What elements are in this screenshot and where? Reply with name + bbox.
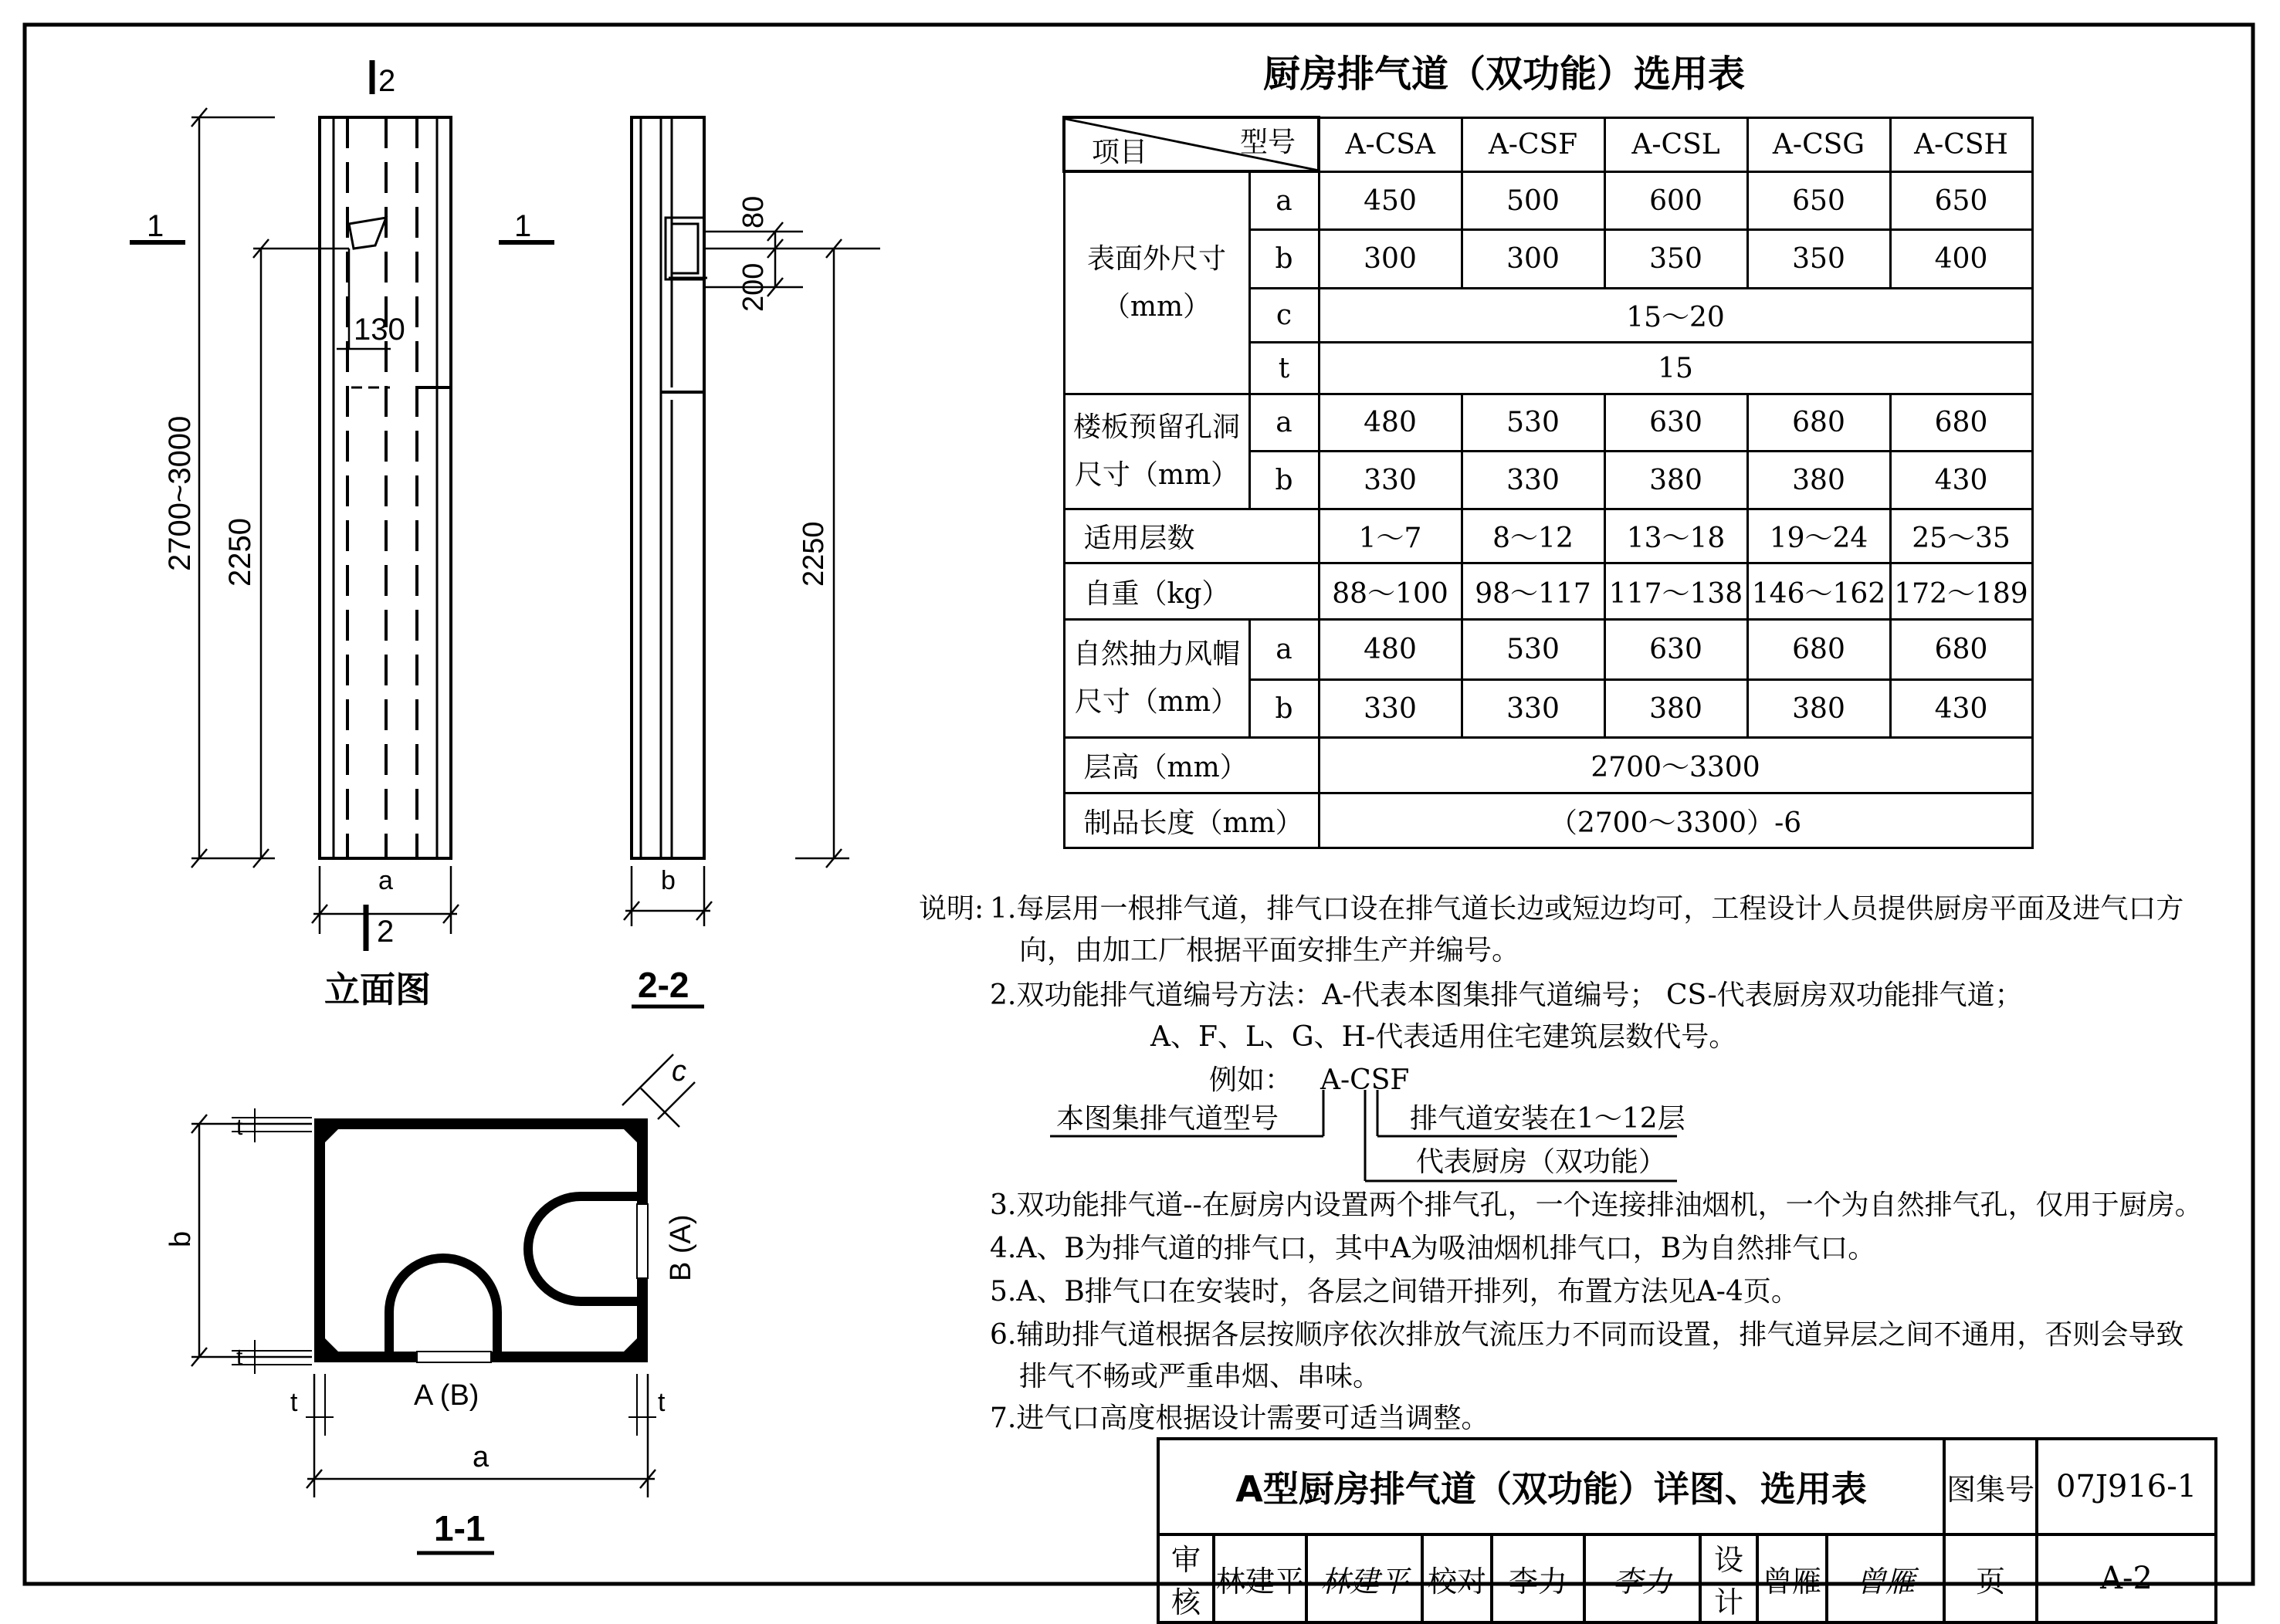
elevation-title: 立面图 [324, 969, 431, 1010]
floors-2: 8～12 [1462, 509, 1604, 563]
storey-value: 2700～3300 [1319, 737, 2032, 793]
note-7: 7.进气口高度根据设计需要可适当调整。 [990, 1402, 1489, 1434]
plan-dim-a: a [473, 1441, 490, 1473]
model-col-2: A-CSF [1462, 117, 1604, 171]
hole-a-5: 680 [1890, 394, 2032, 452]
floors-4: 19～24 [1747, 509, 1890, 563]
check-name: 李力 [1492, 1534, 1584, 1622]
elev-section-mark-bottom: 2 [377, 915, 395, 949]
design-name: 曾雁 [1757, 1534, 1827, 1622]
model-col-4: A-CSG [1747, 117, 1890, 171]
model-col-1: A-CSA [1319, 117, 1462, 171]
elev-section-mark-top: 2 [378, 64, 396, 98]
weight-3: 117～138 [1604, 563, 1747, 619]
cap-a-1: 480 [1319, 619, 1462, 680]
plan-dim-t-bottom: t [236, 1345, 243, 1370]
review-label: 审核 [1158, 1534, 1214, 1622]
table-header-corner [1064, 117, 1319, 171]
weight-label: 自重（kg） [1064, 563, 1319, 619]
model-col-5: A-CSH [1890, 117, 2032, 171]
example-kitchen: 代表厨房（双功能） [1416, 1146, 1667, 1178]
cap-b-2: 330 [1462, 680, 1604, 738]
hole-a-2: 530 [1462, 394, 1604, 452]
note-2a: 2.双功能排气道编号方法：A-代表本图集排气道编号； CS-代表厨房双功能排气道； [990, 979, 2023, 1011]
hole-size-label [1064, 394, 1249, 509]
sub-c: c [1249, 289, 1319, 343]
hole-label-line1: 楼板预留孔洞 [1072, 411, 1240, 443]
sec22-dim-80: 80 [737, 195, 770, 228]
cap-a-4: 680 [1747, 619, 1890, 680]
table-title: 厨房排气道（双功能）选用表 [1263, 54, 1746, 95]
plan-dim-t-top: t [236, 1115, 243, 1140]
cap-b-1: 330 [1319, 680, 1462, 738]
note-6b: 排气不畅或严重串烟、串味。 [1019, 1361, 1381, 1392]
hole-a-3: 630 [1604, 394, 1747, 452]
hole-sub-b: b [1249, 452, 1319, 509]
floors-3: 13～18 [1604, 509, 1747, 563]
check-signature: 李力 [1584, 1534, 1700, 1622]
length-value: （2700～3300）-6 [1319, 793, 2032, 848]
review-name: 林建平 [1214, 1534, 1306, 1622]
sub-b: b [1249, 230, 1319, 289]
surface-size-label [1064, 171, 1249, 394]
notes-label: 说明: [919, 893, 984, 925]
check-label: 校对 [1422, 1534, 1492, 1622]
plan-port-b-label: B (A) [665, 1214, 697, 1281]
note-4: 4.A、B为排气道的排气口，其中A为吸油烟机排气口，B为自然排气口。 [990, 1233, 1876, 1264]
design-label: 设计 [1700, 1534, 1757, 1622]
drawing-title: A型厨房排气道（双功能）详图、选用表 [1158, 1439, 1944, 1534]
surface-a-1: 450 [1319, 171, 1462, 230]
cap-a-3: 630 [1604, 619, 1747, 680]
length-label: 制品长度（mm） [1064, 793, 1319, 848]
cap-b-4: 380 [1747, 680, 1890, 738]
cap-label-line1: 自然抽力风帽 [1072, 638, 1240, 670]
plan-1-1-view [191, 1054, 695, 1553]
surface-c-value: 15～20 [1319, 289, 2032, 343]
atlas-label: 图集号 [1944, 1439, 2037, 1534]
weight-1: 88～100 [1319, 563, 1462, 619]
hole-a-4: 680 [1747, 394, 1890, 452]
elevation-labels [147, 64, 531, 1010]
elev-section-mark-left: 1 [147, 209, 164, 243]
plan-dim-c: c [672, 1055, 686, 1088]
surface-b-2: 300 [1462, 230, 1604, 289]
example-code: A-CSF [1320, 1064, 1410, 1096]
title-block [1157, 1437, 2217, 1624]
note-1a: 1.每层用一根排气道，排气口设在排气道长边或短边均可，工程设计人员提供厨房平面及进气口方 [990, 893, 2184, 925]
header-model-label: 型号 [1239, 127, 1296, 158]
hole-b-5: 430 [1890, 452, 2032, 509]
example-floors: 排气道安装在1～12层 [1410, 1103, 1685, 1135]
weight-2: 98～117 [1462, 563, 1604, 619]
selection-table [1062, 116, 2034, 849]
weight-4: 146～162 [1747, 563, 1890, 619]
note-5: 5.A、B排气口在安装时，各层之间错开排列，布置方法见A-4页。 [990, 1276, 1799, 1308]
sub-t: t [1249, 343, 1319, 394]
sec22-title: 2-2 [638, 965, 689, 1005]
example-model: 本图集排气道型号 [1056, 1103, 1279, 1135]
surface-a-5: 650 [1890, 171, 2032, 230]
plan-dim-b: b [164, 1230, 197, 1247]
elev-section-mark-right: 1 [514, 209, 532, 243]
surface-b-5: 400 [1890, 230, 2032, 289]
sec22-dim-b: b [661, 866, 676, 895]
plan-dim-t-right: t [658, 1388, 666, 1417]
note-6a: 6.辅助排气道根据各层按顺序依次排放气流压力不同而设置，排气道异层之间不通用，否则会导致 [990, 1319, 2184, 1351]
elev-dim-height: 2700~3000 [163, 415, 197, 571]
plan-title: 1-1 [434, 1508, 486, 1548]
hole-b-2: 330 [1462, 452, 1604, 509]
cap-label-line2: 尺寸（mm） [1074, 685, 1239, 718]
atlas-number: 07J916-1 [2037, 1439, 2216, 1534]
cap-sub-a: a [1249, 619, 1319, 680]
section-2-2-labels [638, 196, 830, 1005]
hole-b-1: 330 [1319, 452, 1462, 509]
cap-b-3: 380 [1604, 680, 1747, 738]
plan-port-a-label: A (B) [414, 1379, 479, 1412]
floors-5: 25～35 [1890, 509, 2032, 563]
design-signature: 曾雁 [1827, 1534, 1944, 1622]
weight-5: 172～189 [1890, 563, 2032, 619]
surface-b-3: 350 [1604, 230, 1747, 289]
header-item-label: 项目 [1092, 137, 1148, 169]
sub-a: a [1249, 171, 1319, 230]
cap-a-5: 680 [1890, 619, 2032, 680]
storey-label: 层高（mm） [1064, 737, 1319, 793]
floors-label: 适用层数 [1064, 509, 1319, 563]
elev-dim-a: a [378, 866, 393, 895]
hole-b-4: 380 [1747, 452, 1890, 509]
surface-a-2: 500 [1462, 171, 1604, 230]
sec22-dim-200: 200 [737, 262, 770, 312]
surface-a-3: 600 [1604, 171, 1747, 230]
surface-b-1: 300 [1319, 230, 1462, 289]
elev-dim-130: 130 [354, 313, 405, 347]
hole-a-1: 480 [1319, 394, 1462, 452]
example-label: 例如： [1209, 1064, 1293, 1096]
sec22-dim-2250: 2250 [798, 521, 830, 587]
elev-dim-2250: 2250 [223, 518, 257, 587]
model-col-3: A-CSL [1604, 117, 1747, 171]
cap-b-5: 430 [1890, 680, 2032, 738]
note-1b: 向，由加工厂根据平面安排生产并编号。 [1019, 935, 1520, 966]
page-number: A-2 [2037, 1534, 2216, 1622]
cap-size-label [1064, 619, 1249, 737]
hole-label-line2: 尺寸（mm） [1074, 458, 1239, 491]
note-2b: A、F、L、G、H-代表适用住宅建筑层数代号。 [1150, 1021, 1737, 1053]
page-label: 页 [1944, 1534, 2037, 1622]
review-signature: 林建平 [1306, 1534, 1422, 1622]
surface-label-line2: （mm） [1102, 290, 1211, 323]
cap-a-2: 530 [1462, 619, 1604, 680]
surface-b-4: 350 [1747, 230, 1890, 289]
plan-dim-t-left: t [290, 1388, 298, 1417]
surface-t-value: 15 [1319, 343, 2032, 394]
hole-sub-a: a [1249, 394, 1319, 452]
hole-b-3: 380 [1604, 452, 1747, 509]
surface-label-line1: 表面外尺寸 [1086, 242, 1226, 275]
floors-1: 1～7 [1319, 509, 1462, 563]
note-3: 3.双功能排气道--在厨房内设置两个排气孔，一个连接排油烟机，一个为自然排气孔，仅用于厨房。 [990, 1189, 2203, 1221]
cap-sub-b: b [1249, 680, 1319, 738]
surface-a-4: 650 [1747, 171, 1890, 230]
